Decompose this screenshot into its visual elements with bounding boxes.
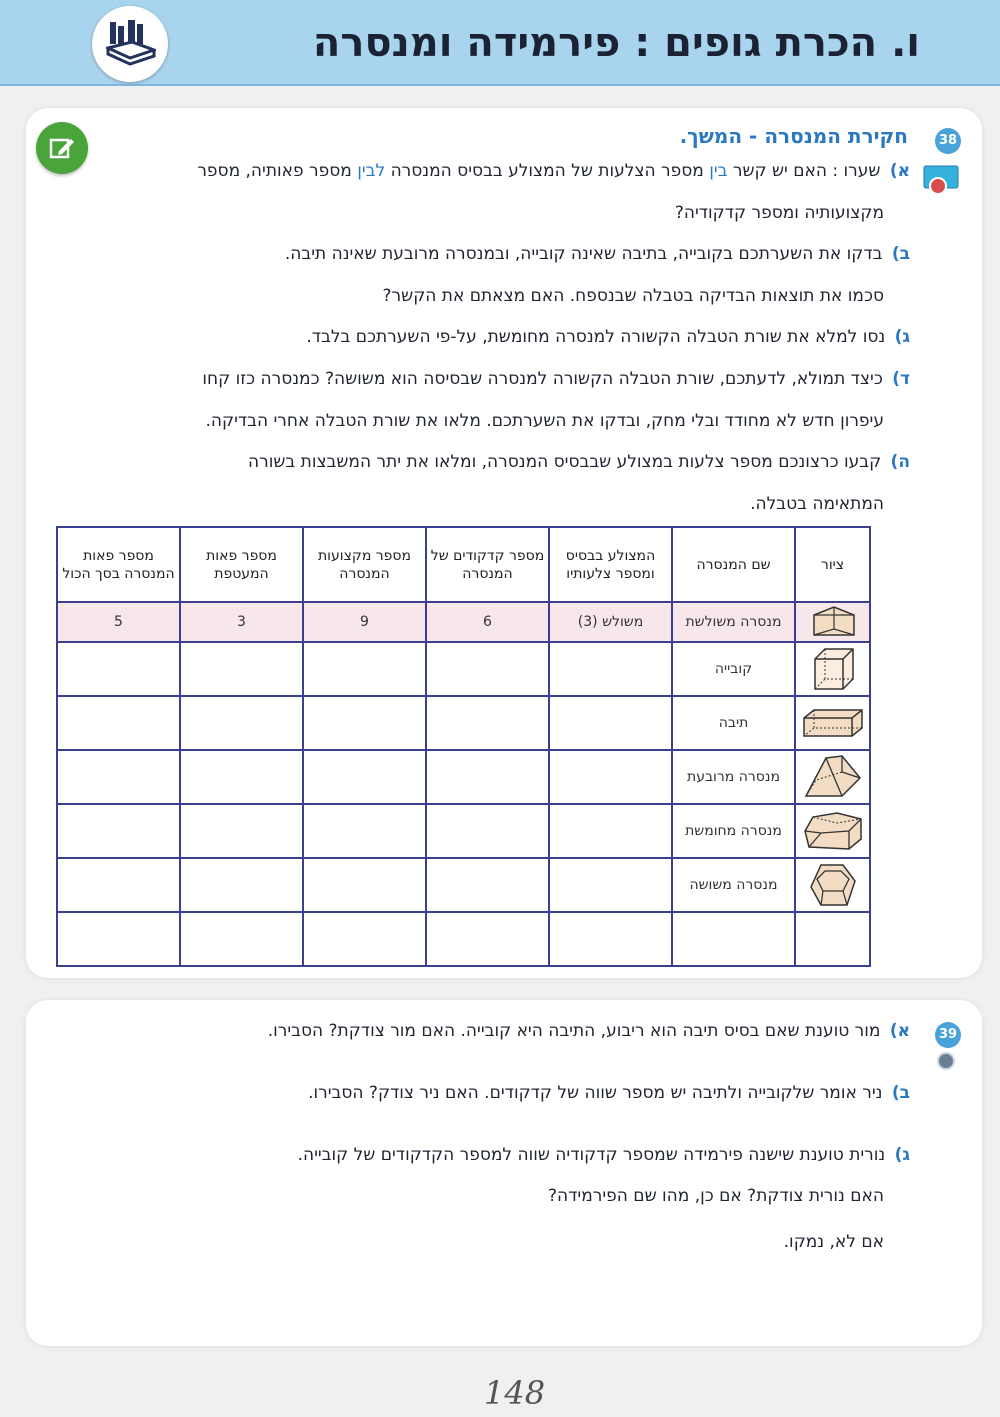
- edges-cell[interactable]: [303, 642, 426, 696]
- circle-marker-icon: [937, 1052, 955, 1070]
- lateral-faces-cell[interactable]: [180, 804, 303, 858]
- text-span: מספר הצלעות של המצולע בבסיס המנסרה: [390, 161, 704, 181]
- base-cell[interactable]: [549, 696, 672, 750]
- letter-label: א): [889, 1021, 910, 1041]
- question-39c-line3: אם לא, נמקו.: [783, 1232, 884, 1252]
- cube-icon: [795, 642, 870, 696]
- header-total-faces: מספר פאות המנסרה בסך הכול: [57, 527, 180, 602]
- base-cell[interactable]: [549, 858, 672, 912]
- question-38d-line2: עיפרון חדש לא מחודד ובלי מחק, ובדקו את השערתכם. מלאו את שורת הטבלה אחרי הבדיקה.: [205, 411, 884, 431]
- letter-label: ב): [891, 244, 910, 264]
- vertices-cell[interactable]: [426, 858, 549, 912]
- base-cell[interactable]: [549, 912, 672, 966]
- edges-cell[interactable]: [303, 912, 426, 966]
- table-row: [57, 602, 870, 642]
- edges-cell[interactable]: [303, 858, 426, 912]
- text-span: קבעו כרצונכם מספר צלעות במצולע שבבסיס המנסרה, ומלאו את יתר המשבצות בשורה: [248, 452, 882, 472]
- section-title: חקירת המנסרה - המשך.: [679, 124, 908, 148]
- pentagonal-prism-icon: [795, 804, 870, 858]
- question-38e-line1: [248, 452, 910, 472]
- question-38d-line1: [202, 369, 910, 389]
- question-39c-line1: [298, 1145, 910, 1165]
- exercise-number-badge: 38: [935, 128, 961, 154]
- vertices-cell: 6: [426, 602, 549, 642]
- pencil-edit-icon[interactable]: [36, 122, 88, 174]
- table-row: [57, 858, 870, 912]
- triangular-prism-icon: [795, 602, 870, 642]
- edges-cell[interactable]: [303, 696, 426, 750]
- header-prism-name: שם המנסרה: [672, 527, 795, 602]
- base-cell: משולש (3): [549, 602, 672, 642]
- total-faces-cell[interactable]: [57, 912, 180, 966]
- header-lateral-faces: מספר פאות המעטפת: [180, 527, 303, 602]
- prism-name-cell: קובייה: [672, 642, 795, 696]
- keyword-span: לבין: [357, 161, 386, 181]
- text-span: נסו למלא את שורת הטבלה הקשורה למנסרה מחומשת, על-פי השערתכם בלבד.: [306, 327, 886, 347]
- question-38a-line2: מקצועותיה ומספר קדקודיה?: [674, 203, 884, 223]
- text-span: נורית טוענת שישנה פירמידה שמספר קדקודיה שווה למספר הקדקודים של קובייה.: [297, 1145, 886, 1165]
- box-icon: [795, 696, 870, 750]
- text-span: בדקו את השערתכם בקובייה, בתיבה שאינה קובייה, ובמנסרה מרובעת שאינה תיבה.: [284, 244, 883, 264]
- question-38c-line1: [306, 327, 910, 347]
- lateral-faces-cell[interactable]: [180, 696, 303, 750]
- vertices-cell[interactable]: [426, 912, 549, 966]
- letter-label: ג): [894, 327, 910, 347]
- table-row: [57, 642, 870, 696]
- header-vertices: מספר קדקודים של המנסרה: [426, 527, 549, 602]
- text-span: מור טוענת שאם בסיס תיבה הוא ריבוע, התיבה היא קובייה. האם מור צודקת? הסבירו.: [267, 1021, 881, 1041]
- total-faces-cell[interactable]: [57, 750, 180, 804]
- total-faces-cell: 5: [57, 602, 180, 642]
- question-39c-line2: האם נורית צודקת? אם כן, מהו שם הפירמידה?: [548, 1186, 884, 1206]
- question-38b-line2: סכמו את תוצאות הבדיקה בטבלה שבנספח. האם מצאתם את הקשר?: [382, 286, 884, 306]
- prism-name-cell[interactable]: [672, 912, 795, 966]
- text-span: מספר פאותיה, מספר: [197, 161, 352, 181]
- vertices-cell[interactable]: [426, 642, 549, 696]
- question-38b-line1: [285, 244, 910, 264]
- prism-name-cell: תיבה: [672, 696, 795, 750]
- prism-name-cell: מנסרה משושה: [672, 858, 795, 912]
- question-39b-line1: [308, 1083, 910, 1103]
- lateral-faces-cell[interactable]: [180, 912, 303, 966]
- page-title: ו. הכרת גופים : פירמידה ומנסרה: [312, 20, 920, 66]
- lateral-faces-cell[interactable]: [180, 858, 303, 912]
- table-header-row: [57, 527, 870, 602]
- quadrilateral-prism-icon: [795, 750, 870, 804]
- text-span: ניר אומר שלקובייה ולתיבה יש מספר שווה של קדקודים. האם ניר צודק? הסבירו.: [308, 1083, 883, 1103]
- edges-cell[interactable]: [303, 804, 426, 858]
- edges-cell: 9: [303, 602, 426, 642]
- text-span: שערו : האם יש קשר: [732, 161, 881, 181]
- page-number: 148: [484, 1374, 546, 1412]
- keyword-span: בין: [709, 161, 728, 181]
- header-drawing: ציור: [795, 527, 870, 602]
- edges-cell[interactable]: [303, 750, 426, 804]
- table-row: [57, 912, 870, 966]
- vertices-cell[interactable]: [426, 750, 549, 804]
- letter-label: ד): [892, 369, 910, 389]
- question-39a-line1: [268, 1021, 910, 1041]
- prism-name-cell: מנסרה מחומשת: [672, 804, 795, 858]
- table-row: [57, 696, 870, 750]
- exercise-39-card: [26, 1000, 982, 1346]
- lateral-faces-cell[interactable]: [180, 642, 303, 696]
- total-faces-cell[interactable]: [57, 858, 180, 912]
- empty-drawing-cell[interactable]: [795, 912, 870, 966]
- table-row: [57, 750, 870, 804]
- lateral-faces-cell: 3: [180, 602, 303, 642]
- question-38e-line2: המתאימה בטבלה.: [750, 494, 884, 514]
- letter-label: ב): [891, 1083, 910, 1103]
- base-cell[interactable]: [549, 750, 672, 804]
- letter-label: א): [889, 161, 910, 181]
- vertices-cell[interactable]: [426, 696, 549, 750]
- total-faces-cell[interactable]: [57, 804, 180, 858]
- prism-name-cell: מנסרה מרובעת: [672, 750, 795, 804]
- base-cell[interactable]: [549, 642, 672, 696]
- exercise-number-badge: 39: [935, 1022, 961, 1048]
- tablet-icon: [920, 162, 962, 196]
- letter-label: ג): [894, 1145, 910, 1165]
- prism-name-cell: מנסרה משולשת: [672, 602, 795, 642]
- table-row: [57, 804, 870, 858]
- vertices-cell[interactable]: [426, 804, 549, 858]
- total-faces-cell[interactable]: [57, 642, 180, 696]
- page-header: [0, 0, 1000, 86]
- hexagonal-prism-icon: [795, 858, 870, 912]
- header-edges: מספר מקצועות המנסרה: [303, 527, 426, 602]
- question-38a-line1: [197, 161, 910, 181]
- text-span: כיצד תמולא, לדעתכם, שורת הטבלה הקשורה למנסרה שבסיסה הוא משושה? כמנסרה כזו קחו: [202, 369, 883, 389]
- lateral-faces-cell[interactable]: [180, 750, 303, 804]
- prism-table: [56, 526, 871, 967]
- base-cell[interactable]: [549, 804, 672, 858]
- header-base-polygon: המצולע בבסיס ומספר צלעותיו: [549, 527, 672, 602]
- book-logo-icon: [92, 6, 168, 82]
- total-faces-cell[interactable]: [57, 696, 180, 750]
- letter-label: ה): [890, 452, 910, 472]
